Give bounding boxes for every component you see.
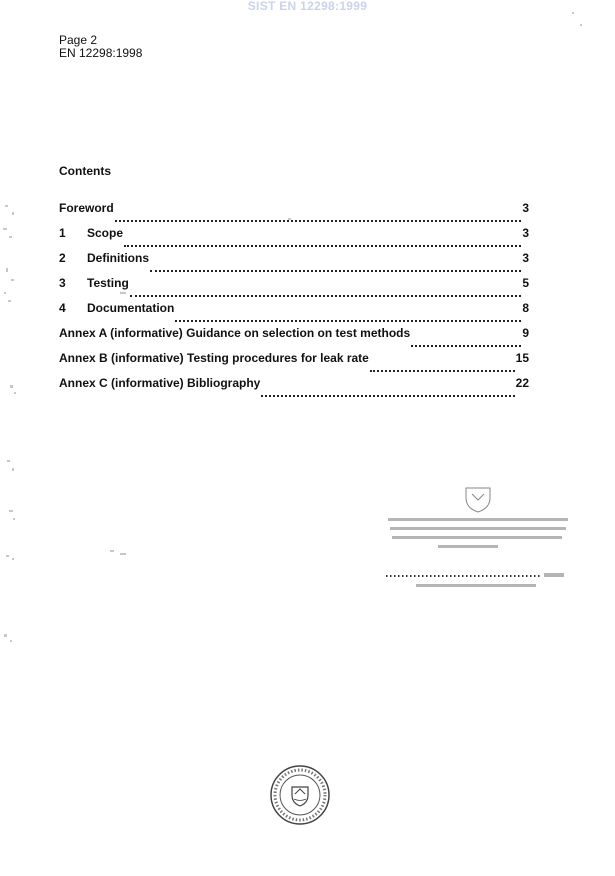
toc-entry-page: 9 [522,326,529,340]
toc-entry-testing[interactable] [59,276,529,301]
toc-entry-label: Annex A (informative) Guidance on selection on test methods [59,326,411,340]
toc-entry-scope[interactable] [59,226,529,251]
toc-entry-annex-c[interactable] [59,376,529,401]
toc-entry-page: 15 [515,351,529,365]
document-number: EN 12298:1998 [59,46,143,60]
toc-entry-label: Annex B (informative) Testing procedures for leak rate [59,351,369,365]
toc-entry-label: Definitions [87,251,149,265]
toc-leader-dots [411,345,521,347]
approval-stamp [378,484,578,594]
official-seal [268,763,332,827]
toc-entry-page: 8 [522,301,529,315]
toc-leader-dots [175,320,521,322]
toc-entry-number: 4 [59,301,66,315]
page-number: Page 2 [59,33,98,47]
toc-entry-label: Scope [87,226,124,240]
contents-heading: Contents [59,164,111,178]
toc-entry-page: 3 [522,251,529,265]
toc-leader-dots [150,270,521,272]
toc-entry-annex-a[interactable] [59,326,529,351]
toc-entry-label: Testing [87,276,129,290]
toc-entry-number: 1 [59,226,66,240]
toc-entry-label: Annex C (informative) Bibliography [59,376,261,390]
toc-entry-page: 5 [522,276,529,290]
table-of-contents [59,201,529,401]
toc-entry-page: 3 [522,226,529,240]
toc-leader-dots [130,295,522,297]
toc-entry-page: 22 [515,376,529,390]
toc-leader-dots [370,370,515,372]
toc-leader-dots [261,395,514,397]
watermark: SIST EN 12298:1999 [247,0,368,13]
toc-entry-annex-b[interactable] [59,351,529,376]
toc-entry-number: 2 [59,251,66,265]
toc-entry-number: 3 [59,276,66,290]
page-header [59,34,142,60]
toc-entry-label: Foreword [59,201,114,215]
toc-leader-dots [115,220,522,222]
toc-leader-dots [124,245,521,247]
toc-entry-documentation[interactable] [59,301,529,326]
toc-entry-page: 3 [522,201,529,215]
toc-entry-definitions[interactable] [59,251,529,276]
toc-entry-label: Documentation [87,301,175,315]
toc-entry-foreword[interactable] [59,201,529,226]
